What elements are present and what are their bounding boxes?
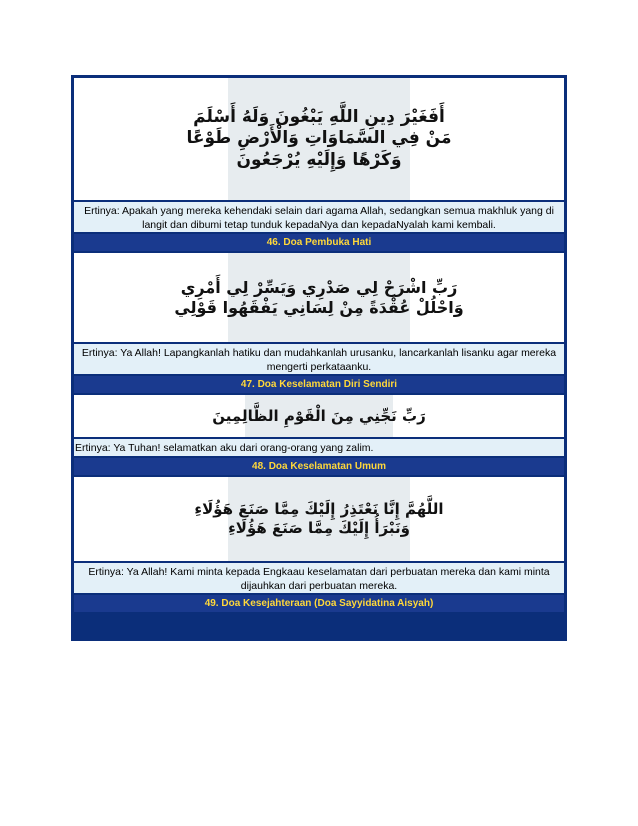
section-heading-49: 49. Doa Kesejahteraan (Doa Sayyidatina Aisyah) <box>74 595 564 612</box>
translation-text: Ertinya: Ya Allah! Kami minta kepada Engkaau keselamatan dari perbuatan mereka dan kami minta dijauhkan dari perbuatan mereka. <box>74 563 564 593</box>
translation-text: Ertinya: Ya Tuhan! selamatkan aku dari orang-orang yang zalim. <box>74 439 564 456</box>
arabic-verse-image <box>174 253 464 342</box>
arabic-line: مَنْ فِي السَّمَاوَاتِ وَالْأَرْضِ طَوْعًا <box>186 128 452 149</box>
arabic-image-row <box>74 78 564 200</box>
translation-text: Ertinya: Ya Allah! Lapangkanlah hatiku dan mudahkanlah urusanku, lancarkanlah lisanku agar mereka mengerti perkataanku. <box>74 344 564 374</box>
translation-text: Ertinya: Apakah yang mereka kehendaki selain dari agama Allah, sedangkan semua makhluk yang di langit dan dibumi tetap tunduk kepadaNya dan kepadaNyalah kami kembali. <box>74 202 564 232</box>
arabic-line: وَكَرْهًا وَإِلَيْهِ يُرْجَعُونَ <box>236 149 402 170</box>
section-heading-48: 48. Doa Keselamatan Umum <box>74 458 564 475</box>
arabic-line: وَنَبْرَأُ إِلَيْكَ مِمَّا صَنَعَ هَؤُلَاءِ <box>228 519 410 537</box>
arabic-image-row <box>74 477 564 561</box>
arabic-verse-image <box>212 395 426 437</box>
arabic-line: اللَّهُمَّ إِنَّا نَعْتَذِرُ إِلَيْكَ مِمَّا صَنَعَ هَؤُلَاءِ <box>194 500 444 519</box>
section-heading-47: 47. Doa Keselamatan Diri Sendiri <box>74 376 564 393</box>
arabic-verse-image <box>194 477 444 561</box>
arabic-image-row <box>74 395 564 437</box>
arabic-image-row <box>74 253 564 342</box>
section-heading-46: 46. Doa Pembuka Hati <box>74 234 564 251</box>
arabic-line: رَبِّ اشْرَحْ لِي صَدْرِي وَيَسِّرْ لِي أَمْرِي <box>180 277 458 297</box>
arabic-line: وَاحْلُلْ عُقْدَةً مِنْ لِسَانِي يَفْقَهُوا قَوْلِي <box>174 297 464 317</box>
doa-table <box>71 75 567 641</box>
arabic-line: أَفَغَيْرَ دِينِ اللَّهِ يَبْغُونَ وَلَهُ أَسْلَمَ <box>193 107 445 128</box>
arabic-line: رَبِّ نَجِّنِي مِنَ الْقَوْمِ الظَّالِمِينَ <box>212 406 426 425</box>
arabic-verse-image <box>186 78 452 200</box>
